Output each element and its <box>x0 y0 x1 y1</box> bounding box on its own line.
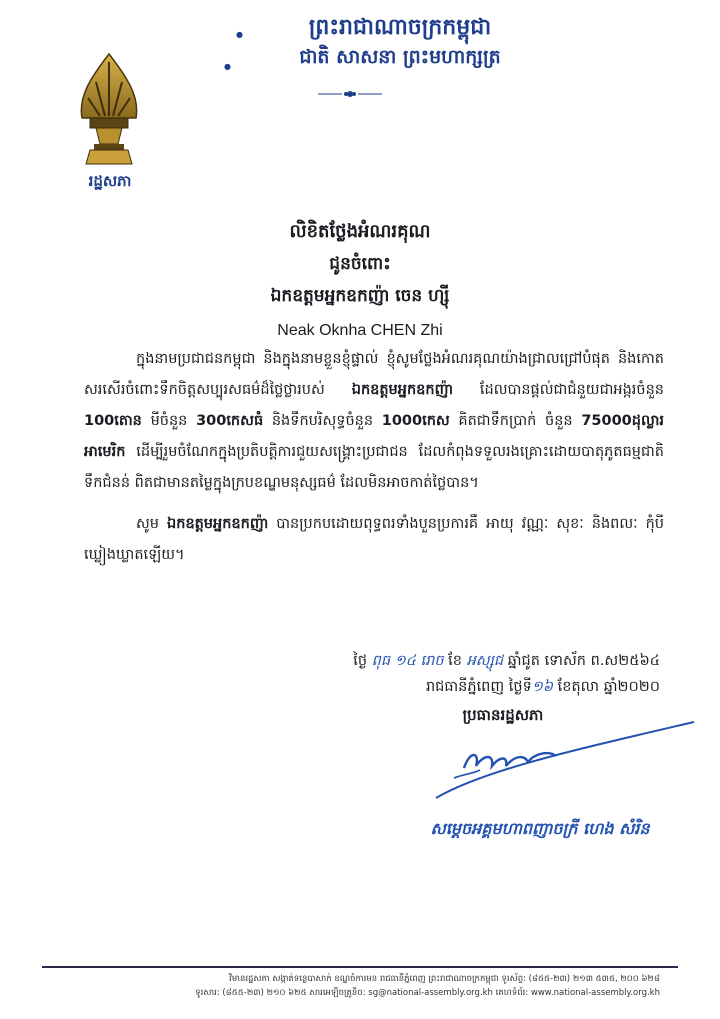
money-amount: 75000ដុល្លារអាមេរិក <box>84 413 664 460</box>
bold-name: ឯកឧត្តមអ្នកឧកញ៉ា <box>351 382 453 398</box>
title-line-1: លិខិតថ្លែងអំណរគុណ <box>289 221 431 242</box>
text-run: ដែលបានផ្ដល់ជាជំនួយជាអង្ករចំនួន <box>452 382 664 398</box>
letter-body <box>84 344 664 571</box>
fax-label: ទូរសារ: (៨៥៥-២៣) ២១០ ៦២៥ សារអេឡិចត្រូនិច: <box>195 988 366 998</box>
text-run: ដើម្បីរួមចំណែកក្នុងប្រតិបត្តិការជួយសង្គ្រោះប្រជាជន ដែលកំពុងទទួលរងគ្រោះដោយបាតុភូតធម្មជាតិទឹកជំនន់ ពិតជាមានតម្លៃក្នុងក្របខណ្ឌមនុស្សធម៌ ដែលមិនអាចកាត់ថ្លៃបាន។ <box>84 444 664 491</box>
kingdom-motto: ជាតិ សាសនា ព្រះមហាក្សត្រ <box>299 46 501 68</box>
text-run: សូម <box>136 516 167 532</box>
decor-dot: ● <box>224 62 231 71</box>
text-run: រាជធានីភ្នំពេញ ថ្ងៃទី <box>425 679 532 695</box>
text-run: បានប្រកបដោយពុទ្ធពរទាំងបួនប្រការគឺ អាយុ វណ្ណៈ សុខៈ និងពលៈ កុំបីឃ្លៀងឃ្លាតឡើយ។ <box>84 516 664 563</box>
text-run: ឆ្នាំជូត ទោស័ក ព.ស២៥៦៤ <box>507 653 660 669</box>
letterhead <box>250 12 550 70</box>
kingdom-title: ព្រះរាជាណាចក្រកម្ពុជា <box>308 14 492 40</box>
rice-amount: 100តោន <box>84 413 142 429</box>
date-block <box>300 648 660 700</box>
decor-dot: ● <box>236 30 243 39</box>
recipient-name: ឯកឧត្តមអ្នកឧកញ៉ា ចេន ហ្ស៊ី <box>270 286 450 306</box>
footer-divider <box>42 966 678 968</box>
footer <box>60 972 660 1000</box>
signer-title: ប្រធានរដ្ឋសភា <box>462 706 544 724</box>
paragraph-1 <box>84 344 664 499</box>
lunar-date <box>300 648 660 674</box>
signer-name: សម្តេចអគ្គមហាពញាចក្រី ហេង សំរិន <box>430 819 650 838</box>
letter-title <box>160 216 560 346</box>
solar-date <box>300 674 660 700</box>
text-run: គិតជាទឹកប្រាក់ ចំនួន <box>449 413 582 429</box>
footer-contacts <box>60 986 660 1000</box>
noodles-amount: 300កេសធំ <box>196 413 264 429</box>
bold-name: ឯកឧត្តមអ្នកឧកញ៉ា <box>166 516 269 532</box>
signature-scrawl <box>424 710 704 810</box>
text-run: ខែតុលា ឆ្នាំ២០២០ <box>557 679 660 695</box>
ornament-divider-icon <box>318 88 382 100</box>
department-label: រដ្ឋសភា <box>88 172 132 190</box>
footer-address: វិមានរដ្ឋសភា សង្កាត់ទន្លេបាសាក់ ខណ្ឌចំការមន រាជធានីភ្នំពេញ ព្រះរាជាណាចក្រកម្ពុជា ទូរស័ព្ទ: (៨៥៥-២៣) ២១៣ ៥៣៥, ២០០ ៦២៨ <box>229 974 660 984</box>
text-run: ក្នុងនាមប្រជាជនកម្ពុជា និងក្នុងនាមខ្លួនខ្ញុំផ្ទាល់ ខ្ញុំសូមថ្លែងអំណរគុណយ៉ាងជ្រាលជ្រៅបំផុត និងកោតសរសើរចំពោះទឹកចិត្តសប្បុរសធម៌ដ៏ថ្លៃថ្លារបស់ <box>84 351 664 398</box>
email-link[interactable]: sg@national-assembly.org.kh <box>368 988 493 998</box>
paragraph-2 <box>84 509 664 571</box>
water-amount: 1000កេស <box>381 413 450 429</box>
handwritten-solar-day: ១៦ <box>531 679 554 695</box>
text-run: និងទឹកបរិសុទ្ធចំនួន <box>263 413 382 429</box>
handwritten-lunar-month: អស្សុជ <box>466 653 504 669</box>
text-run: ខែ <box>448 653 462 669</box>
recipient-latin-name: Neak Oknha CHEN Zhi <box>277 322 443 339</box>
text-run: ថ្ងៃ <box>353 653 368 669</box>
handwritten-lunar-day: ពុធ ១៤ រោច <box>371 653 444 669</box>
website-label: គេហទំព័រ: <box>495 988 529 998</box>
title-line-2: ជូនចំពោះ <box>329 254 391 274</box>
text-run: មីចំនួន <box>141 413 197 429</box>
website-link[interactable]: www.national-assembly.org.kh <box>530 988 660 998</box>
royal-emblem-icon <box>72 52 146 168</box>
